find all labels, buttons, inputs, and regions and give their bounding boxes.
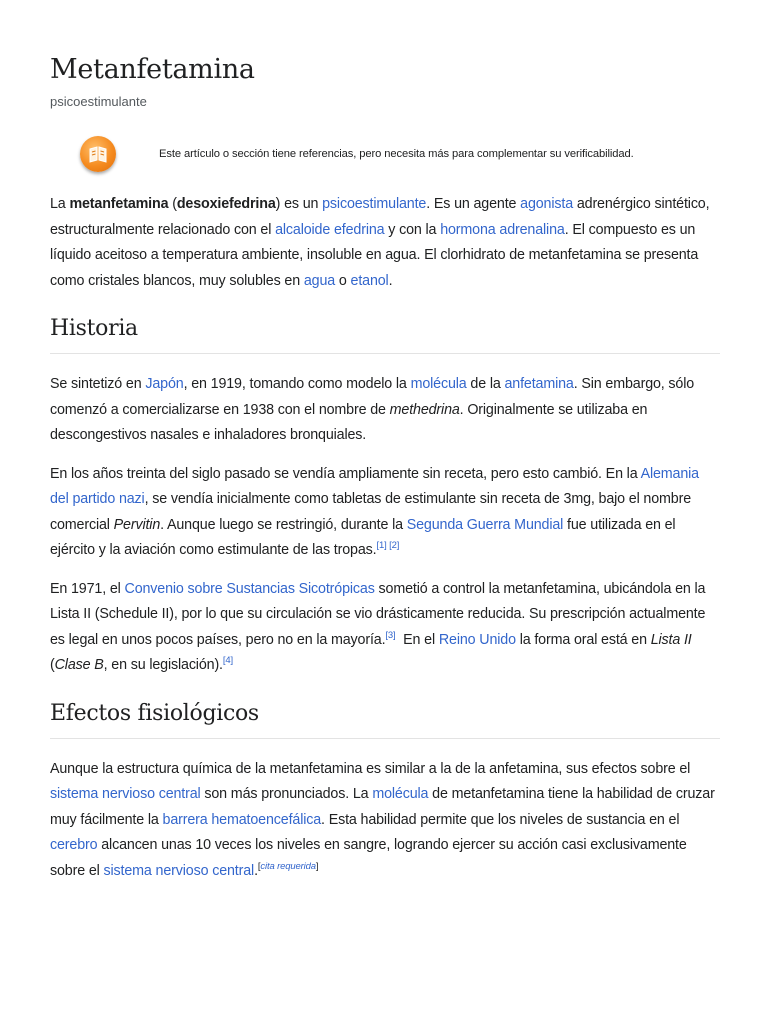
ref-1[interactable]: [1] <box>376 540 387 552</box>
historia-paragraph-2: En los años treinta del siglo pasado se vendía ampliamente sin receta, pero esto cambió. En la Alemania del partido nazi, se vendía inicialmente como tabletas de estimulante sin receta de 3mg, bajo el nombre comercial Pervitin. Aunque luego se restringió, durante la Segunda Guerra Mundial fue utilizada en el ejército y la aviación como estimulante de las tropas.[1] [2] <box>50 465 699 558</box>
link-psicoestimulante[interactable]: psicoestimulante <box>322 196 427 212</box>
link-alcaloide[interactable]: alcaloide <box>275 221 331 238</box>
link-agonista[interactable]: agonista <box>520 196 574 212</box>
book-icon <box>80 136 116 172</box>
page-subtitle: psicoestimulante <box>50 94 147 109</box>
link-molecula-2[interactable]: molécula <box>372 786 429 802</box>
section-heading-efectos: Efectos fisiológicos <box>50 701 720 739</box>
link-reino-unido[interactable]: Reino Unido <box>438 631 516 648</box>
link-sistema-nervioso-central[interactable]: sistema nervioso central <box>50 786 201 802</box>
section-heading-historia: Historia <box>50 316 720 354</box>
historia-paragraph-1: Se sintetizó en Japón, en 1919, tomando como modelo la molécula de la anfetamina. Sin embargo, sólo comenzó a comercializarse en 1938 con el nombre de methedrina. Originalmente se utilizaba en descongestivos nasales e inhaladores bronquiales. <box>50 376 695 443</box>
page-title: Metanfetamina <box>50 54 255 85</box>
link-cerebro[interactable]: cerebro <box>50 837 98 853</box>
article-content <box>50 192 720 897</box>
link-convenio-sustancias[interactable]: Convenio sobre Sustancias Sicotrópicas <box>124 580 375 597</box>
verifiability-notice <box>80 134 720 174</box>
link-molecula[interactable]: molécula <box>410 376 467 392</box>
link-sistema-nervioso-central-2[interactable]: sistema nervioso central <box>103 862 255 879</box>
link-hormona[interactable]: hormona <box>440 221 496 238</box>
link-anfetamina[interactable]: anfetamina <box>504 376 574 392</box>
intro-paragraph: La metanfetamina (desoxiefedrina) es un psicoestimulante. Es un agente agonista adrenérgico sintético, estructuralmente relacionado con el alcaloide efedrina y con la hormona adrenalina. El compuesto es un líquido aceitoso a temperatura ambiente, insoluble en agua. El clorhidrato de metanfetamina se presenta como cristales blancos, muy solubles en agua o etanol. <box>50 196 710 289</box>
efectos-paragraph-1: Aunque la estructura química de la metanfetamina es similar a la de la anfetamina, sus efectos sobre el sistema nervioso central son más pronunciados. La molécula de metanfetamina tiene la habilidad de cruzar muy fácilmente la barrera hematoencefálica. Esta habilidad permite que los niveles de sustancia en el cerebro alcancen unas 10 veces los niveles en sangre, logrando ejercer su acción casi exclusivamente sobre el sistema nervioso central.[cita requerida] <box>50 760 715 879</box>
link-japon[interactable]: Japón <box>145 376 184 392</box>
link-alemania-nazi[interactable]: Alemania del partido nazi <box>50 465 699 507</box>
link-adrenalina[interactable]: adrenalina <box>499 221 565 238</box>
link-efedrina[interactable]: efedrina <box>334 221 385 238</box>
ref-4[interactable]: [4] <box>222 655 233 667</box>
citation-needed[interactable]: cita requerida <box>260 860 316 872</box>
historia-paragraph-3: En 1971, el Convenio sobre Sustancias Sicotrópicas sometió a control la metanfetamina, ubicándola en la Lista II (Schedule II), por lo que su circulación se vio drásticamente reducida. Su prescripción actualmente es legal en unos pocos países, pero no en la mayoría.[3] En el Reino Unido la forma oral está en Lista II (Clase B, en su legislación).[4] <box>50 580 706 673</box>
link-agua[interactable]: agua <box>303 272 336 289</box>
link-etanol[interactable]: etanol <box>350 272 389 289</box>
link-segunda-guerra-mundial[interactable]: Segunda Guerra Mundial <box>406 516 564 533</box>
notice-text: Este artículo o sección tiene referencias, pero necesita más para complementar su verificabilidad. <box>159 148 634 160</box>
ref-2[interactable]: [2] <box>389 540 400 552</box>
link-barrera-hematoencefalica[interactable]: barrera hematoencefálica <box>162 811 322 828</box>
ref-3[interactable]: [3] <box>385 629 396 641</box>
